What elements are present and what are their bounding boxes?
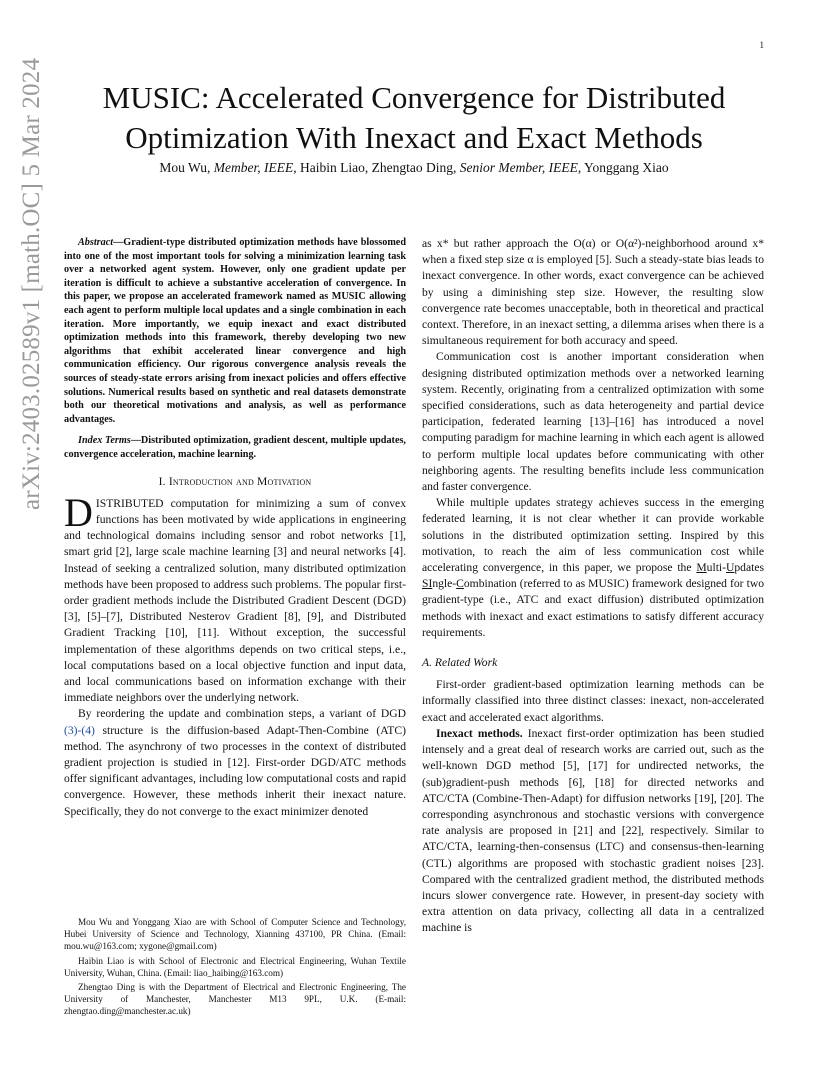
drop-cap: D <box>64 489 93 535</box>
inexact-methods-text: Inexact first-order optimization has been studied intensely and a great deal of research works are carried out, such as the well-known DGD method [5], [17] for undirected networks, the (sub)gradient-push methods [6], [18] for directed networks and ATC/CTA (Combine-Then-Adapt) for diffusion networks [19], [20]. The corresponding asynchronous and stochastic versions with convergence rate analysis are proposed in [21] and [22], respectively. Similar to ATC/CTA, learning-then-consensus (LTC) and consensus-then-learning (CTL) algorithms are proposed with stochastic gradient noises [23]. Compared with the centralized gradient method, the distributed methods incurs slower convergence rate. However, in present-day society with extra attention on data privacy, collecting all data in a centralized machine is <box>422 726 765 935</box>
author-list <box>0 160 828 176</box>
footnote-1: Mou Wu and Yonggang Xiao are with School of Computer Science and Technology, Hubei University of Science and Technology, Xianning 437100, PR China. (Email: mou.wu@163.com; xygone@gmail.com) <box>64 917 406 952</box>
footnote-3: Zhengtao Ding is with the Department of Electrical and Electronic Engineering, The University of Manchester, Manchester M13 9PL, U.K. (E-mail: zhengtao.ding@manchester.ac.uk) <box>64 982 406 1017</box>
acronym-si: SI <box>422 577 433 591</box>
index-terms-lead: Index Terms <box>78 435 131 447</box>
intro-p2-end: structure is the diffusion-based Adapt-Then-Combine (ATC) method. The asynchrony of two processes in the context of distributed gradient projection is studied in [12]. First-order DGD/ATC methods offer significant advantages, including low computational costs and rapid convergence. However, these methods inherit their inexact nature. Specifically, they do not converge to the exact minimizer denoted <box>64 723 406 818</box>
abstract-lead: Abstract <box>78 237 114 248</box>
music-framework-text: ombination (referred to as MUSIC) framework designed for two gradient-type (i.e., ATC and exact diffusion) distributed optimization methods with inexact and exact estimations to satisfy different accuracy requirements. <box>422 577 764 639</box>
title-line-2: Optimization With Inexact and Exact Methods <box>125 120 703 155</box>
right-paragraph-1: as x* but rather approach the O(α) or O(α²)-neighborhood around x* when a fixed step size α is employed [5]. Such a steady-state bias leads to inexact convergence. In other words, exact convergence can be achieved by using a diminishing step size. However, the resulting slow convergence rate becomes unacceptable, both in theoretical and practical context. Therefore, in an inexact setting, a dilemma arises when there is a simultaneous requirement for both accuracy and speed. <box>422 237 764 348</box>
acronym-pdates: pdates <box>734 561 764 575</box>
right-paragraph-4: First-order gradient-based optimization learning methods can be informally classified into three distinct classes: inexact, non-accelerated exact and accelerated exact algorithms. <box>422 678 764 724</box>
equation-reference-link[interactable]: (3)-(4) <box>64 723 95 737</box>
intro-p1-text: ISTRIBUTED computation for minimizing a sum of convex functions has been motivated by wide applications in engineering and technological domains including sensor and robot networks [1], smart grid [2], large scale machine learning [3] and neural networks [4]. Instead of seeking a centralized solution, many distributed optimization methods have been proposed to address such problems. The popular first-order gradient methods include the Distributed Gradient Descent (DGD) [3], [5]–[7], Distributed Nesterov Gradient [8], [9], and Distributed Gradient Tracking [10], [11]. Without exception, the successful implementation of these algorithms depends on two critical steps, i.e., local computations based on a local objective function and input data, and local communications based on information exchange with their immediate neighbors over the underlying network. <box>64 496 406 705</box>
acronym-m: M <box>696 561 707 575</box>
footnotes <box>64 916 406 1020</box>
author-4: , Yonggang Xiao <box>577 160 669 175</box>
acronym-c: C <box>456 577 464 591</box>
right-paragraph-2: Communication cost is another important consideration when designing distributed optimization methods over a networked learning system. Recently, originating from a centralized optimization with some specified considerations, such as data heterogeneity and partial device participation, federated learning [13]–[16] has introduced a novel computing paradigm for machine learning in which each agent is allowed to perform multiple local updates before communicating with other neighboring agents. The resulting benefits include less communication and faster convergence. <box>422 350 764 494</box>
author-1-role: Member, IEEE <box>213 160 294 175</box>
acronym-ngle: ngle- <box>432 577 457 591</box>
right-paragraph-3 <box>422 495 764 641</box>
right-column <box>422 236 764 937</box>
title-line-1: MUSIC: Accelerated Convergence for Distributed <box>102 80 726 115</box>
index-terms <box>64 434 406 461</box>
footnote-2: Haibin Liao is with School of Electronic and Electrical Engineering, Wuhan Textile University, Wuhan, China. (Email: liao_haibing@163.com) <box>64 955 406 978</box>
arxiv-stamp: arXiv:2403.02589v1 [math.OC] 5 Mar 2024 <box>18 57 45 510</box>
intro-paragraph-1 <box>64 489 406 707</box>
author-1: Mou Wu, <box>159 160 214 175</box>
index-terms-text: —Distributed optimization, gradient descent, multiple updates, convergence acceleration, machine learning. <box>64 435 406 460</box>
intro-p2-start: By reordering the update and combination steps, a variant of DGD <box>78 707 406 721</box>
acronym-ulti: ulti- <box>706 561 726 575</box>
page-number: 1 <box>759 40 764 50</box>
paper-title <box>0 78 828 158</box>
right-paragraph-5 <box>422 726 764 937</box>
inexact-methods-lead: Inexact methods. <box>436 726 523 740</box>
author-3-role: Senior Member, IEEE <box>459 160 578 175</box>
acronym-u: U <box>726 561 735 575</box>
abstract <box>64 236 406 426</box>
section-title: Introduction and Motivation <box>168 474 312 488</box>
authors-middle: , Haibin Liao, Zhengtao Ding, <box>293 160 460 175</box>
intro-paragraph-2 <box>64 706 406 819</box>
music-intro-text: While multiple updates strategy achieves success in the emerging federated learning, it is not clear whether it can provide workable solutions in the distributed optimization setting. Inspired by this motivation, to reach the aim of less communication cost while accelerating convergence, in this paper, we propose the <box>422 496 764 575</box>
section-number: I. <box>158 474 169 488</box>
abstract-text: —Gradient-type distributed optimization methods have blossomed into one of the most important tools for solving a minimization learning task over a networked agent system. However, only one gradient update per iteration is difficult to achieve a substantive acceleration of convergence. In this paper, we propose an accelerated framework named as MUSIC allowing each agent to perform multiple local updates and a single combination in each iteration. More importantly, we equip inexact and exact distributed optimization methods into this framework, thereby developing two new algorithms that exhibit accelerated linear convergence and high communication efficiency. Our rigorous convergence analysis reveals the sources of steady-state errors arising from inexact policies and offers effective solutions. Numerical results based on synthetic and real datasets demonstrate both our theoretical motivations and analysis, as well as performance advantages. <box>64 237 406 425</box>
subsection-heading-related-work: A. Related Work <box>422 656 498 670</box>
left-column <box>64 236 406 820</box>
section-heading-1 <box>64 474 406 490</box>
